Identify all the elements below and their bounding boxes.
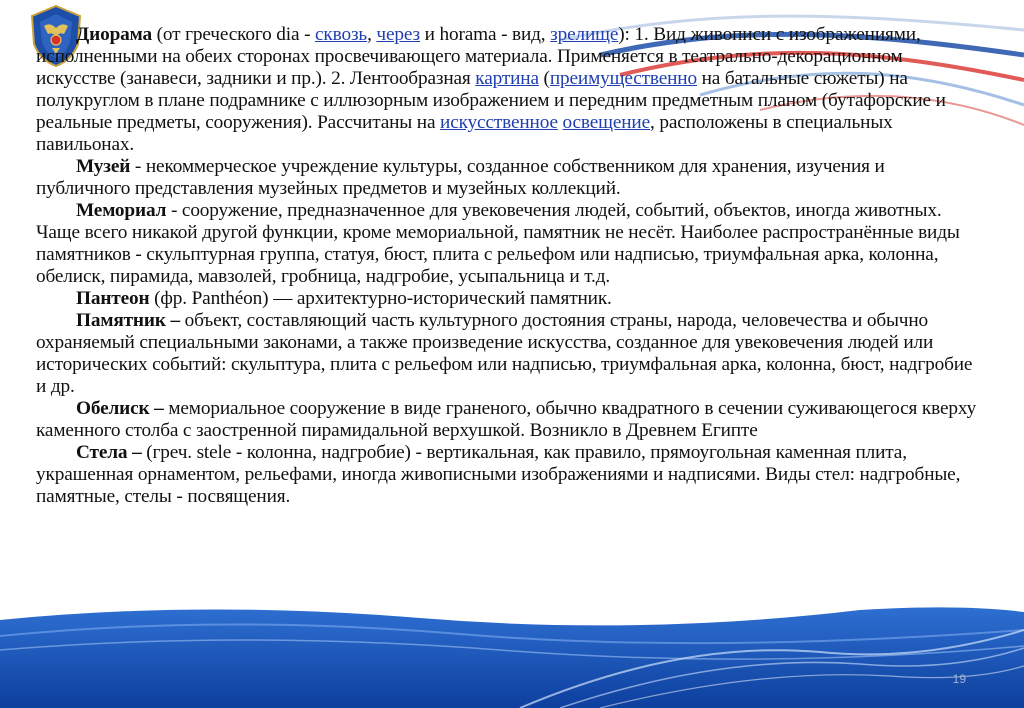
- hyperlink[interactable]: сквозь: [315, 24, 368, 45]
- hyperlink[interactable]: картина: [475, 68, 539, 89]
- hyperlink[interactable]: через: [376, 24, 420, 45]
- definition-term: Пантеон: [76, 288, 150, 309]
- definition-paragraph: [36, 442, 980, 508]
- definition-term: Стела –: [76, 442, 142, 463]
- definition-text: (греч. stele - колонна, надгробие) - вертикальная, как правило, прямоугольная каменная плита, украшенная орнаментом, рельефами, иногда живописными изображениями и надписями. Виды стел: надгробные, памятные, стелы - посвящения.: [36, 442, 961, 507]
- definition-text: на батальные сюжеты) на полукруглом в плане подрамнике с иллюзорным изображением и передним предметным планом (бутафорские и реальные предметы, сооружения). Рассчитаны на: [36, 68, 946, 133]
- definition-paragraph: [36, 156, 980, 200]
- definition-text: (от греческого dia -: [151, 24, 316, 45]
- definition-text: объект, составляющий часть культурного достояния страны, народа, человечества и обычно охраняемый специальными законами, а также произведение искусства, созданное для увековечения людей или исторических событий: скульптура, плита с рельефом или надписью, триумфальная арка, колонна, бюст, надгробие и др.: [36, 310, 973, 397]
- definition-text: (фр. Panthéon) — архитектурно-исторический памятник.: [149, 288, 612, 309]
- definition-paragraph: [36, 288, 980, 310]
- definition-term: Музей: [76, 156, 131, 177]
- definition-term: Обелиск –: [76, 398, 164, 419]
- hyperlink[interactable]: зрелище: [550, 24, 619, 45]
- definition-text: и horama - вид,: [419, 24, 551, 45]
- definition-text: - сооружение, предназначенное для увековечения людей, событий, объектов, иногда животных. Чаще всего никакой другой функции, кроме мемориальной, памятник не несёт. Наиболее распространённые виды памятников - скульптурная группа, статуя, бюст, плита с рельефом или надписью, триумфальная арка, колонна, обелиск, пирамида, мавзолей, гробница, надгробие, усыпальница и т.д.: [36, 200, 960, 287]
- definition-paragraph: [36, 200, 980, 288]
- page-number: 19: [952, 672, 966, 686]
- hyperlink[interactable]: искусственное: [440, 112, 558, 133]
- definition-text: (: [538, 68, 550, 89]
- definition-text: ,: [367, 24, 377, 45]
- definition-paragraph: [36, 24, 980, 156]
- hyperlink[interactable]: освещение: [562, 112, 651, 133]
- definition-text: , расположены в специальных павильонах.: [36, 112, 893, 155]
- definition-term: Диорама: [76, 24, 152, 45]
- hyperlink[interactable]: преимущественно: [549, 68, 697, 89]
- definition-term: Мемориал: [76, 200, 167, 221]
- decorative-wave-band: [0, 590, 1024, 708]
- definition-paragraph: [36, 310, 980, 398]
- definition-paragraph: [36, 398, 980, 442]
- definition-term: Памятник –: [76, 310, 180, 331]
- definition-text: мемориальное сооружение в виде граненого, обычно квадратного в сечении суживающегося кверху каменного столба с заостренной пирамидальной верхушкой. Возникло в Древнем Египте: [36, 398, 977, 441]
- definitions-text: [36, 24, 980, 508]
- definition-text: - некоммерческое учреждение культуры, созданное собственником для хранения, изучения и публичного представления музейных предметов и музейных коллекций.: [36, 156, 885, 199]
- definition-text: ): 1. Вид живописи с изображениями, исполненными на обеих сторонах просвечивающего материала. Применяется в театрально-декорационном искусстве (занавеси, задники и пр.). 2. Лентообразная: [36, 24, 921, 89]
